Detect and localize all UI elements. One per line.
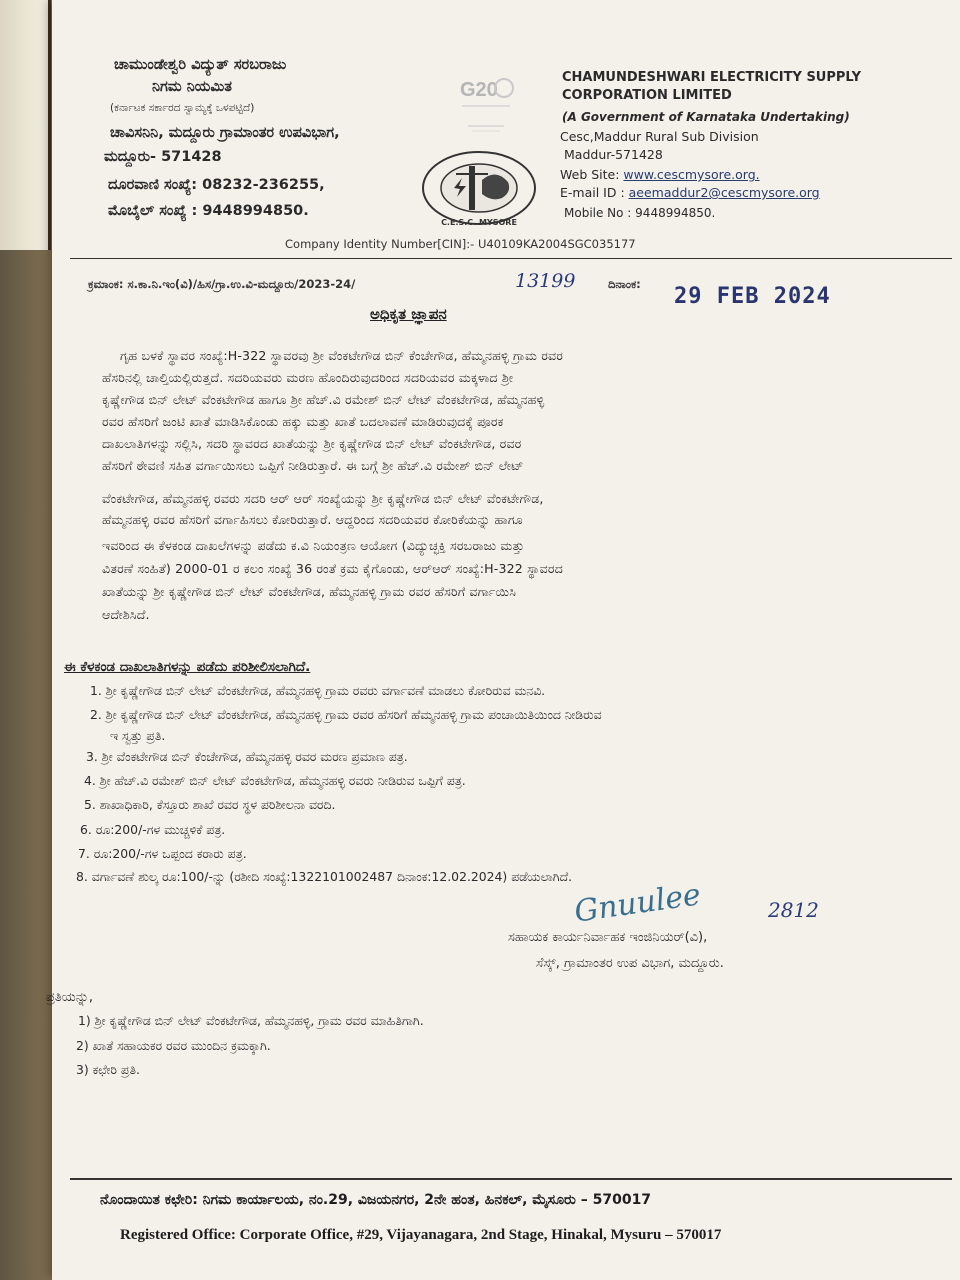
- email-label: E-mail ID :: [560, 185, 629, 200]
- cin-number: Company Identity Number[CIN]:- U40109KA2004SGC035177: [285, 237, 636, 251]
- desk-book: [0, 0, 51, 250]
- g20-logo-text: G20: [460, 79, 498, 101]
- english-office: Cesc,Maddur Rural Sub Division: [560, 129, 759, 144]
- kannada-govt-note: (ಕರ್ನಾಟಕ ಸರ್ಕಾರದ ಸ್ವಾಮ್ಯಕ್ಕೆ ಒಳಪಟ್ಟಿದೆ): [110, 102, 255, 114]
- body-line: ಖಾತೆಯನ್ನು ಶ್ರೀ ಕೃಷ್ಣೇಗೌಡ ಬಿನ್ ಲೇಟ್ ವೆಂಕಟೇಗೌಡ, ಹೆಮ್ಮನಹಳ್ಳಿ ಗ್ರಾಮ ರವರ ಹೆಸರಿಗೆ ವರ್ಗಾಯಿಸಿ: [102, 584, 517, 599]
- english-govt-note: (A Government of Karnataka Undertaking): [562, 110, 850, 124]
- body-line: ವಿತರಣೆ ಸಂಹಿತೆ) 2000-01 ರ ಕಲಂ ಸಂಖ್ಯೆ 36 ರಂತೆ ಕ್ರಮ ಕೈಗೊಂಡು, ಆರ್‌ಆರ್ ಸಂಖ್ಯೆ:H-322 ಸ್ಥಾವರದ: [102, 561, 563, 576]
- list-item-number: 3.: [86, 749, 98, 764]
- list-item: [90, 707, 602, 723]
- kannada-phone: ದೂರವಾಣಿ ಸಂಖ್ಯೆ: 08232-236255,: [108, 177, 325, 193]
- letter-page: [46, 0, 960, 1280]
- list-item: [76, 1038, 271, 1054]
- g20-logo: [454, 70, 524, 136]
- kannada-office: ಚಾವಿಸನಿನಿ, ಮದ್ದೂರು ಗ್ರಾಮಾಂತರ ಉಪವಿಭಾಗ,: [110, 125, 340, 141]
- list-item-text: ಶಾಖಾಧಿಕಾರಿ, ಕೆಸ್ತೂರು ಶಾಖೆ ರವರ ಸ್ಥಳ ಪರಿಶೀಲನಾ ವರದಿ.: [99, 797, 336, 812]
- list-item-text: ವರ್ಗಾವಣೆ ಶುಲ್ಕ ರೂ:100/-ನ್ನು (ರಶೀದಿ ಸಂಖ್ಯೆ:1322101002487 ದಿನಾಂಕ:12.02.2024) ಪಡೆಯಲಾಗಿದೆ.: [91, 869, 573, 884]
- list-item-text: ಕಛೇರಿ ಪ್ರತಿ.: [92, 1062, 140, 1077]
- signature-scrawl: Gnuulee: [572, 877, 703, 930]
- list-item: [86, 749, 408, 765]
- english-email: [560, 187, 820, 200]
- signature-initial: 2812: [768, 898, 819, 922]
- english-mobile: Mobile No : 9448994850.: [564, 206, 716, 220]
- list-item-number: 2.: [90, 707, 102, 722]
- list-item: [84, 797, 335, 813]
- list-item-number: 4.: [84, 773, 96, 788]
- body-line: ಹೆಮ್ಮನಹಳ್ಳಿ ರವರ ಹೆಸರಿಗೆ ವರ್ಗಾಹಿಸಲು ಕೋರಿರುತ್ತಾರೆ. ಆದ್ದರಿಂದ ಸದರಿಯವರ ಕೋರಿಕೆಯನ್ನು ಹಾಗೂ: [102, 512, 523, 527]
- footer-divider: [70, 1178, 952, 1180]
- cesc-logo-caption: C.E.S.C. MYSORE: [441, 218, 517, 227]
- list-item-text: ಶ್ರೀ ಕೃಷ್ಣೇಗೌಡ ಬಿನ್ ಲೇಟ್ ವೆಂಕಟೇಗೌಡ, ಹೆಮ್ಮನಹಳ್ಳಿ, ಗ್ರಾಮ ರವರ ಮಾಹಿತಿಗಾಗಿ.: [94, 1013, 424, 1028]
- kannada-company-name-line1: ಚಾಮುಂಡೇಶ್ವರಿ ವಿದ್ಯುತ್ ಸರಬರಾಜು: [114, 57, 287, 73]
- reference-prefix: ಕ್ರಮಾಂಕ: ಸ.ಕಾ.ನಿ.ಇಂ(ವಿ)/ಹಿಸ/ಗ್ರಾ.ಉ.ವಿ-ಮದ್ದೂರು/2023-24/: [88, 277, 356, 291]
- body-line: ಗೃಹ ಬಳಕೆ ಸ್ಥಾವರ ಸಂಖ್ಯೆ:H-322 ಸ್ಥಾವರವು ಶ್ರೀ ವೆಂಕಟೇಗೌಡ ಬಿನ್ ಕೆಂಚೇಗೌಡ, ಹೆಮ್ಮನಹಳ್ಳಿ ಗ್ರಾಮ ರವರ: [120, 348, 564, 363]
- list-item-text: ಶ್ರೀ ಹೆಚ್.ವಿ ರಮೇಶ್ ಬಿನ್ ಲೇಟ್ ವೆಂಕಟೇಗೌಡ, ಹೆಮ್ಮನಹಳ್ಳಿ ರವರು ನೀಡಿರುವ ಒಪ್ಪಿಗೆ ಪತ್ರ.: [99, 773, 466, 788]
- list-item-number: 1): [78, 1013, 91, 1028]
- signatory-office: ಸೆಸ್ಕ್, ಗ್ರಾಮಾಂತರ ಉಪ ವಿಭಾಗ, ಮದ್ದೂರು.: [536, 956, 724, 971]
- list-item-text: ರೂ:200/-ಗಳ ಮುಚ್ಚಳಿಕೆ ಪತ್ರ.: [95, 822, 226, 837]
- english-company-name-line2: CORPORATION LIMITED: [562, 88, 732, 103]
- cesc-logo: [420, 150, 538, 230]
- body-line: ಕೃಷ್ಣೇಗೌಡ ಬಿನ್ ಲೇಟ್ ವೆಂಕಟೇಗೌಡ ಹಾಗೂ ಶ್ರೀ ಹೆಚ್.ವಿ ರಮೇಶ್ ಬಿನ್ ಲೇಟ್ ವೆಂಕಟೇಗೌಡ, ಹೆಮ್ಮನಹಳ್ಳಿ: [102, 392, 545, 407]
- body-line: ಹೆಸರಿಗೆ ಠೇವಣಿ ಸಹಿತ ವರ್ಗಾಯಿಸಲು ಒಪ್ಪಿಗೆ ನೀಡಿರುತ್ತಾರೆ. ಈ ಬಗ್ಗೆ ಶ್ರೀ ಹೆಚ್.ವಿ ರಮೇಶ್ ಬಿನ್ ಲೇಟ್: [102, 458, 524, 473]
- body-line: ಇವರಿಂದ ಈ ಕೆಳಕಂಡ ದಾಖಲೆಗಳನ್ನು ಪಡೆದು ಕ.ವಿ ನಿಯಂತ್ರಣ ಆಯೋಗ (ವಿದ್ಯುಚ್ಛಕ್ತಿ ಸರಬರಾಜು ಮತ್ತು: [102, 538, 525, 553]
- list-item-text: ಶ್ರೀ ವೆಂಕಟೇಗೌಡ ಬಿನ್ ಕೆಂಚೇಗೌಡ, ಹೆಮ್ಮನಹಳ್ಳಿ ರವರ ಮರಣ ಪ್ರಮಾಣ ಪತ್ರ.: [101, 749, 408, 764]
- date-stamp: 29 FEB 2024: [674, 284, 831, 309]
- list-item: [90, 683, 545, 699]
- list-item-text: ಶ್ರೀ ಕೃಷ್ಣೇಗೌಡ ಬಿನ್ ಲೇಟ್ ವೆಂಕಟೇಗೌಡ, ಹೆಮ್ಮನಹಳ್ಳಿ ಗ್ರಾಮ ರವರ ಹೆಸರಿಗೆ ಹೆಮ್ಮನಹಳ್ಳಿ ಗ್ರಾಮ ಪಂಚಾಯಿತಿಯಿಂದ ನೀಡಿರುವ: [105, 707, 602, 722]
- website-link[interactable]: www.cescmysore.org.: [623, 167, 760, 182]
- list-item-number: 8.: [76, 869, 88, 884]
- list-item: [80, 822, 225, 838]
- email-link[interactable]: aeemaddur2@cescmysore.org: [628, 185, 820, 200]
- english-city: Maddur-571428: [564, 147, 663, 162]
- list-item: [78, 846, 247, 862]
- kannada-mobile: ಮೊಬೈಲ್ ಸಂಖ್ಯೆ : 9448994850.: [108, 203, 309, 219]
- english-company-name-line1: CHAMUNDESHWARI ELECTRICITY SUPPLY: [562, 70, 862, 85]
- header-divider: [70, 258, 952, 259]
- memo-title: ಅಧಿಕೃತ ಜ್ಞಾಪನ: [370, 305, 447, 323]
- list-item: [84, 773, 466, 789]
- footer-english-address: Registered Office: Corporate Office, #29, Vijayanagara, 2nd Stage, Hinakal, Mysuru – 570017: [120, 1227, 722, 1243]
- list-item-number: 2): [76, 1038, 89, 1053]
- copies-heading: ಪ್ರತಿಯನ್ನು,: [46, 990, 93, 1005]
- documents-heading: ಈ ಕೆಳಕಂಡ ದಾಖಲಾತಿಗಳನ್ನು ಪಡೆದು ಪರಿಶೀಲಿಸಲಾಗಿದೆ.: [64, 659, 311, 675]
- body-line: ಹೆಸರಿನಲ್ಲಿ ಚಾಲ್ತಿಯಲ್ಲಿರುತ್ತದೆ. ಸದರಿಯವರು ಮರಣ ಹೊಂದಿರುವುದರಿಂದ ಸದರಿಯವರ ಮಕ್ಕಳಾದ ಶ್ರೀ: [102, 370, 514, 385]
- date-label: ದಿನಾಂಕ:: [608, 277, 641, 291]
- list-item-text: ಶ್ರೀ ಕೃಷ್ಣೇಗೌಡ ಬಿನ್ ಲೇಟ್ ವೆಂಕಟೇಗೌಡ, ಹೆಮ್ಮನಹಳ್ಳಿ ಗ್ರಾಮ ರವರು ವರ್ಗಾವಣೆ ಮಾಡಲು ಕೋರಿರುವ ಮನವಿ.: [105, 683, 546, 698]
- list-item-text: ಖಾತೆ ಸಹಾಯಕರ ರವರ ಮುಂದಿನ ಕ್ರಮಕ್ಕಾಗಿ.: [92, 1038, 271, 1053]
- list-item-text: ರೂ:200/-ಗಳ ಒಪ್ಪಂದ ಕರಾರು ಪತ್ರ.: [93, 846, 247, 861]
- footer-kannada-address: ನೊಂದಾಯಿತ ಕಛೇರಿ: ನಿಗಮ ಕಾರ್ಯಾಲಯ, ನಂ.29, ವಿಜಯನಗರ, 2ನೇ ಹಂತ, ಹಿನಕಲ್, ಮೈಸೂರು – 570017: [100, 1192, 652, 1208]
- list-item-number: 1.: [90, 683, 102, 698]
- website-label: Web Site:: [560, 167, 624, 182]
- body-line: ರವರ ಹೆಸರಿಗೆ ಜಂಟಿ ಖಾತೆ ಮಾಡಿಸಿಕೊಂಡು ಹಕ್ಕು ಮತ್ತು ಖಾತೆ ಬದಲಾವಣೆ ಮಾಡಿರುವುದಕ್ಕೆ ಪೂರಕ: [102, 414, 504, 429]
- english-website: [560, 169, 760, 182]
- list-item-continuation: ಇ ಸ್ವತ್ತು ಪ್ರತಿ.: [110, 728, 166, 743]
- signatory-designation: ಸಹಾಯಕ ಕಾರ್ಯನಿರ್ವಾಹಕ ಇಂಜಿನಿಯರ್(ವಿ),: [508, 930, 708, 945]
- body-line: ದಾಖಲಾತಿಗಳನ್ನು ಸಲ್ಲಿಸಿ, ಸದರಿ ಸ್ಥಾವರದ ಖಾತೆಯನ್ನು ಶ್ರೀ ಕೃಷ್ಣೇಗೌಡ ಬಿನ್ ಲೇಟ್ ವೆಂಕಟೇಗೌಡ, ರವರ: [102, 436, 522, 451]
- list-item: [76, 1062, 140, 1078]
- kannada-city: ಮದ್ದೂರು- 571428: [104, 149, 222, 165]
- list-item: [76, 869, 572, 885]
- list-item-number: 7.: [78, 846, 90, 861]
- list-item-number: 5.: [84, 797, 96, 812]
- list-item-number: 3): [76, 1062, 89, 1077]
- body-line: ವೆಂಕಟೇಗೌಡ, ಹೆಮ್ಮನಹಳ್ಳಿ ರವರು ಸದರಿ ಆರ್ ಆರ್ ಸಂಖ್ಯೆಯನ್ನು ಶ್ರೀ ಕೃಷ್ಣೇಗೌಡ ಬಿನ್ ಲೇಟ್ ವೆಂಕಟೇಗೌಡ,: [102, 491, 544, 506]
- list-item-number: 6.: [80, 822, 92, 837]
- body-line: ಆದೇಶಿಸಿದೆ.: [102, 607, 150, 622]
- reference-number: 13199: [515, 270, 576, 292]
- list-item: [78, 1013, 424, 1029]
- kannada-company-name-line2: ನಿಗಮ ನಿಯಮಿತ: [152, 79, 232, 95]
